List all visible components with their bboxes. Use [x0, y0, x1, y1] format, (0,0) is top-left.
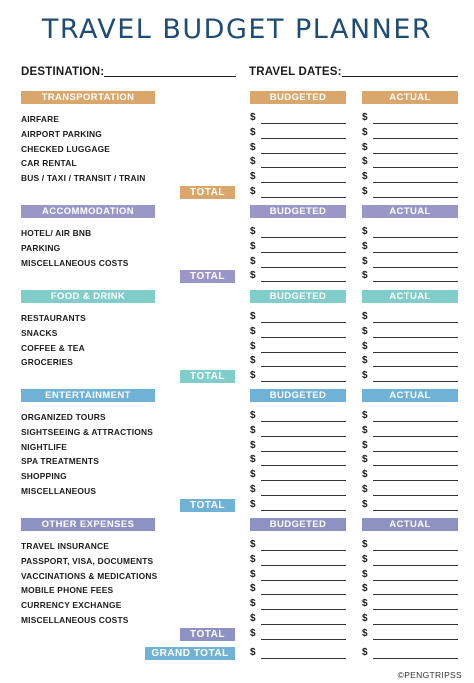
section-food-drink-total-label: TOTAL	[180, 370, 235, 383]
section-other-expenses-item-1-actual-field[interactable]	[373, 565, 458, 566]
section-transportation-item-4-actual-dollar-sign: $	[362, 171, 368, 183]
section-accommodation-item-0-actual-dollar-sign: $	[362, 226, 368, 237]
expense-item-label: SIGHTSEEING & ATTRACTIONS	[21, 426, 154, 437]
grand-total-actual-dollar-sign: $	[362, 647, 368, 658]
section-entertainment-item-3-budgeted-dollar-sign: $	[250, 454, 256, 466]
section-entertainment-item-4-actual-field[interactable]	[373, 480, 458, 481]
section-other-expenses-item-3-budgeted-field[interactable]	[261, 594, 346, 595]
section-transportation-item-0-budgeted-field[interactable]	[261, 123, 346, 124]
section-food-drink-item-1-actual-dollar-sign: $	[362, 325, 368, 337]
section-food-drink-item-2-budgeted-dollar-sign: $	[250, 340, 256, 352]
section-food-drink-item-1-budgeted-dollar-sign: $	[250, 325, 256, 337]
section-entertainment-item-3-actual-dollar-sign: $	[362, 454, 368, 466]
section-other-expenses-actual-header: ACTUAL	[362, 518, 458, 531]
expense-item-label: SHOPPING	[21, 471, 67, 482]
section-entertainment-item-4-budgeted-field[interactable]	[261, 480, 346, 481]
section-accommodation-item-0-budgeted-dollar-sign: $	[250, 226, 256, 237]
section-entertainment-item-0-actual-field[interactable]	[373, 421, 458, 422]
section-transportation-item-1-budgeted-field[interactable]	[261, 138, 346, 139]
section-food-drink-total-budgeted-dollar-sign: $	[250, 370, 256, 382]
section-accommodation-item-1-actual-field[interactable]	[373, 252, 458, 253]
section-transportation-item-3-actual-field[interactable]	[373, 167, 458, 168]
section-food-drink-total-actual-field[interactable]	[373, 381, 458, 382]
section-entertainment-item-4-budgeted-dollar-sign: $	[250, 469, 256, 481]
section-entertainment-total-actual-field[interactable]	[373, 510, 458, 511]
section-food-drink-item-3-budgeted-field[interactable]	[261, 366, 346, 367]
expense-item-label: PARKING	[21, 242, 61, 253]
section-entertainment-item-5-actual-dollar-sign: $	[362, 484, 368, 495]
page-title: TRAVEL BUDGET PLANNER	[41, 14, 433, 45]
expense-item-label: ORGANIZED TOURS	[21, 412, 106, 422]
section-entertainment-item-1-actual-field[interactable]	[373, 436, 458, 437]
section-food-drink-item-1-budgeted-field[interactable]	[261, 337, 346, 338]
section-entertainment-item-1-budgeted-dollar-sign: $	[250, 424, 256, 436]
section-transportation-item-0-actual-dollar-sign: $	[362, 112, 368, 123]
section-transportation-total-budgeted-dollar-sign: $	[250, 186, 256, 197]
section-entertainment-item-2-budgeted-dollar-sign: $	[250, 439, 256, 451]
grand-total-actual-field[interactable]	[373, 658, 458, 659]
expense-item-label: TRAVEL INSURANCE	[21, 541, 110, 551]
expense-item-label: RESTAURANTS	[21, 313, 86, 323]
copyright-footer: ©PENGTRIPSS	[397, 670, 462, 680]
destination-field[interactable]	[104, 76, 236, 77]
section-other-expenses-item-0-actual-dollar-sign: $	[362, 539, 368, 550]
section-transportation-total-actual-dollar-sign: $	[362, 186, 368, 197]
section-transportation-actual-header: ACTUAL	[362, 91, 458, 104]
section-transportation-item-2-actual-dollar-sign: $	[362, 141, 368, 153]
section-other-expenses-budgeted-header: BUDGETED	[250, 518, 346, 531]
expense-item-label: AIRFARE	[21, 114, 60, 124]
section-accommodation-item-1-budgeted-dollar-sign: $	[250, 240, 256, 252]
section-other-expenses-item-2-actual-dollar-sign: $	[362, 568, 368, 580]
section-transportation-budgeted-header: BUDGETED	[250, 91, 346, 104]
section-transportation-item-2-budgeted-dollar-sign: $	[250, 141, 256, 153]
expense-item-label: CAR RENTAL	[21, 158, 77, 169]
section-other-expenses-total-label: TOTAL	[180, 628, 235, 641]
section-transportation-item-0-actual-field[interactable]	[373, 123, 458, 124]
section-entertainment-budgeted-header: BUDGETED	[250, 389, 346, 402]
section-other-expenses-item-0-budgeted-dollar-sign: $	[250, 539, 256, 550]
section-food-drink-total-budgeted-field[interactable]	[261, 381, 346, 382]
expense-item-label: AIRPORT PARKING	[21, 128, 103, 139]
expense-item-label: MOBILE PHONE FEES	[21, 585, 114, 596]
section-transportation-item-2-actual-field[interactable]	[373, 153, 458, 154]
section-entertainment-header: ENTERTAINMENT	[21, 389, 155, 402]
section-other-expenses-item-2-budgeted-dollar-sign: $	[250, 568, 256, 580]
expense-item-label: HOTEL/ AIR BNB	[21, 228, 92, 238]
section-other-expenses-item-1-budgeted-dollar-sign: $	[250, 553, 256, 565]
section-entertainment-item-5-budgeted-dollar-sign: $	[250, 484, 256, 495]
section-food-drink-item-2-budgeted-field[interactable]	[261, 352, 346, 353]
section-entertainment-item-1-actual-dollar-sign: $	[362, 424, 368, 436]
section-accommodation-budgeted-header: BUDGETED	[250, 205, 346, 218]
section-transportation-item-0-budgeted-dollar-sign: $	[250, 112, 256, 123]
section-transportation-item-3-actual-dollar-sign: $	[362, 156, 368, 168]
section-other-expenses-item-3-budgeted-dollar-sign: $	[250, 583, 256, 595]
section-food-drink-item-3-actual-dollar-sign: $	[362, 355, 368, 367]
section-accommodation-item-2-actual-dollar-sign: $	[362, 255, 368, 267]
grand-total-budgeted-dollar-sign: $	[250, 647, 256, 658]
section-food-drink-item-1-actual-field[interactable]	[373, 337, 458, 338]
expense-item-label: SPA TREATMENTS	[21, 456, 100, 467]
section-accommodation-item-1-actual-dollar-sign: $	[362, 240, 368, 252]
section-other-expenses-item-5-actual-dollar-sign: $	[362, 613, 368, 624]
section-entertainment-total-actual-dollar-sign: $	[362, 498, 368, 510]
expense-item-label: VACCINATIONS & MEDICATIONS	[21, 570, 158, 581]
section-transportation-item-3-budgeted-dollar-sign: $	[250, 156, 256, 168]
section-food-drink-item-3-actual-field[interactable]	[373, 366, 458, 367]
section-accommodation-item-0-budgeted-field[interactable]	[261, 237, 346, 238]
section-transportation-item-4-budgeted-dollar-sign: $	[250, 171, 256, 183]
section-accommodation-total-label: TOTAL	[180, 270, 235, 283]
section-food-drink-header: FOOD & DRINK	[21, 290, 155, 303]
section-transportation-item-3-budgeted-field[interactable]	[261, 167, 346, 168]
destination-label: DESTINATION:	[21, 66, 105, 78]
section-transportation-item-2-budgeted-field[interactable]	[261, 153, 346, 154]
section-entertainment-item-3-budgeted-field[interactable]	[261, 465, 346, 466]
section-accommodation-item-0-actual-field[interactable]	[373, 237, 458, 238]
section-entertainment-total-label: TOTAL	[180, 499, 235, 512]
grand-total-budgeted-field[interactable]	[261, 658, 346, 659]
section-accommodation-item-2-actual-field[interactable]	[373, 267, 458, 268]
section-entertainment-item-5-budgeted-field[interactable]	[261, 495, 346, 496]
section-other-expenses-total-budgeted-dollar-sign: $	[250, 627, 256, 639]
section-other-expenses-item-3-actual-dollar-sign: $	[362, 583, 368, 595]
section-transportation-total-actual-field[interactable]	[373, 197, 458, 198]
section-transportation-item-1-actual-dollar-sign: $	[362, 126, 368, 138]
section-other-expenses-total-actual-dollar-sign: $	[362, 627, 368, 639]
section-food-drink-item-2-actual-dollar-sign: $	[362, 340, 368, 352]
section-other-expenses-item-4-actual-dollar-sign: $	[362, 598, 368, 610]
expense-item-label: MISCELLANEOUS COSTS	[21, 257, 129, 268]
section-entertainment-item-4-actual-dollar-sign: $	[362, 469, 368, 481]
section-other-expenses-item-5-budgeted-field[interactable]	[261, 624, 346, 625]
expense-item-label: PASSPORT, VISA, DOCUMENTS	[21, 555, 154, 566]
section-other-expenses-item-1-actual-dollar-sign: $	[362, 553, 368, 565]
section-food-drink-item-0-budgeted-field[interactable]	[261, 322, 346, 323]
travel-dates-label: TRAVEL DATES:	[249, 66, 342, 78]
expense-item-label: COFFEE & TEA	[21, 342, 85, 353]
section-food-drink-actual-header: ACTUAL	[362, 290, 458, 303]
section-food-drink-item-2-actual-field[interactable]	[373, 352, 458, 353]
section-accommodation-total-actual-dollar-sign: $	[362, 270, 368, 282]
section-other-expenses-item-2-actual-field[interactable]	[373, 580, 458, 581]
section-food-drink-budgeted-header: BUDGETED	[250, 290, 346, 303]
section-other-expenses-header: OTHER EXPENSES	[21, 518, 155, 531]
expense-item-label: MISCELLANEOUS	[21, 486, 97, 496]
section-other-expenses-total-budgeted-field[interactable]	[261, 639, 346, 640]
section-entertainment-item-2-budgeted-field[interactable]	[261, 451, 346, 452]
section-other-expenses-item-2-budgeted-field[interactable]	[261, 580, 346, 581]
expense-item-label: GROCERIES	[21, 357, 74, 368]
section-entertainment-item-0-budgeted-dollar-sign: $	[250, 410, 256, 421]
section-food-drink-item-0-actual-dollar-sign: $	[362, 311, 368, 322]
section-entertainment-item-2-actual-dollar-sign: $	[362, 439, 368, 451]
section-other-expenses-item-4-budgeted-field[interactable]	[261, 609, 346, 610]
section-transportation-total-label: TOTAL	[180, 186, 235, 199]
section-transportation-item-4-actual-field[interactable]	[373, 182, 458, 183]
section-accommodation-item-2-budgeted-field[interactable]	[261, 267, 346, 268]
section-accommodation-actual-header: ACTUAL	[362, 205, 458, 218]
section-other-expenses-item-0-budgeted-field[interactable]	[261, 550, 346, 551]
section-entertainment-item-0-budgeted-field[interactable]	[261, 421, 346, 422]
expense-item-label: SNACKS	[21, 327, 58, 338]
section-entertainment-item-0-actual-dollar-sign: $	[362, 410, 368, 421]
section-transportation-total-budgeted-field[interactable]	[261, 197, 346, 198]
section-transportation-header: TRANSPORTATION	[21, 91, 155, 104]
section-entertainment-item-3-actual-field[interactable]	[373, 465, 458, 466]
section-other-expenses-item-5-actual-field[interactable]	[373, 624, 458, 625]
section-accommodation-total-budgeted-dollar-sign: $	[250, 270, 256, 282]
section-other-expenses-item-4-budgeted-dollar-sign: $	[250, 598, 256, 610]
section-food-drink-item-0-actual-field[interactable]	[373, 322, 458, 323]
expense-item-label: CURRENCY EXCHANGE	[21, 600, 122, 611]
section-accommodation-total-actual-field[interactable]	[373, 281, 458, 282]
section-entertainment-total-budgeted-field[interactable]	[261, 510, 346, 511]
section-entertainment-actual-header: ACTUAL	[362, 389, 458, 402]
section-entertainment-total-budgeted-dollar-sign: $	[250, 498, 256, 510]
section-food-drink-item-3-budgeted-dollar-sign: $	[250, 355, 256, 367]
section-food-drink-item-0-budgeted-dollar-sign: $	[250, 311, 256, 322]
section-food-drink-total-actual-dollar-sign: $	[362, 370, 368, 382]
section-accommodation-header: ACCOMMODATION	[21, 205, 155, 218]
expense-item-label: CHECKED LUGGAGE	[21, 143, 111, 154]
section-other-expenses-total-actual-field[interactable]	[373, 639, 458, 640]
section-entertainment-item-5-actual-field[interactable]	[373, 495, 458, 496]
section-accommodation-total-budgeted-field[interactable]	[261, 281, 346, 282]
section-accommodation-item-2-budgeted-dollar-sign: $	[250, 255, 256, 267]
section-accommodation-item-1-budgeted-field[interactable]	[261, 252, 346, 253]
section-other-expenses-item-4-actual-field[interactable]	[373, 609, 458, 610]
section-other-expenses-item-0-actual-field[interactable]	[373, 550, 458, 551]
section-transportation-item-4-budgeted-field[interactable]	[261, 182, 346, 183]
section-other-expenses-item-5-budgeted-dollar-sign: $	[250, 613, 256, 624]
section-entertainment-item-1-budgeted-field[interactable]	[261, 436, 346, 437]
expense-item-label: NIGHTLIFE	[21, 441, 67, 452]
grand-total-label: GRAND TOTAL	[145, 647, 235, 660]
expense-item-label: BUS / TAXI / TRANSIT / TRAIN	[21, 173, 146, 184]
section-transportation-item-1-budgeted-dollar-sign: $	[250, 126, 256, 138]
section-other-expenses-item-1-budgeted-field[interactable]	[261, 565, 346, 566]
expense-item-label: MISCELLANEOUS COSTS	[21, 615, 129, 625]
travel-dates-field[interactable]	[342, 76, 458, 77]
section-other-expenses-item-3-actual-field[interactable]	[373, 594, 458, 595]
section-entertainment-item-2-actual-field[interactable]	[373, 451, 458, 452]
section-transportation-item-1-actual-field[interactable]	[373, 138, 458, 139]
